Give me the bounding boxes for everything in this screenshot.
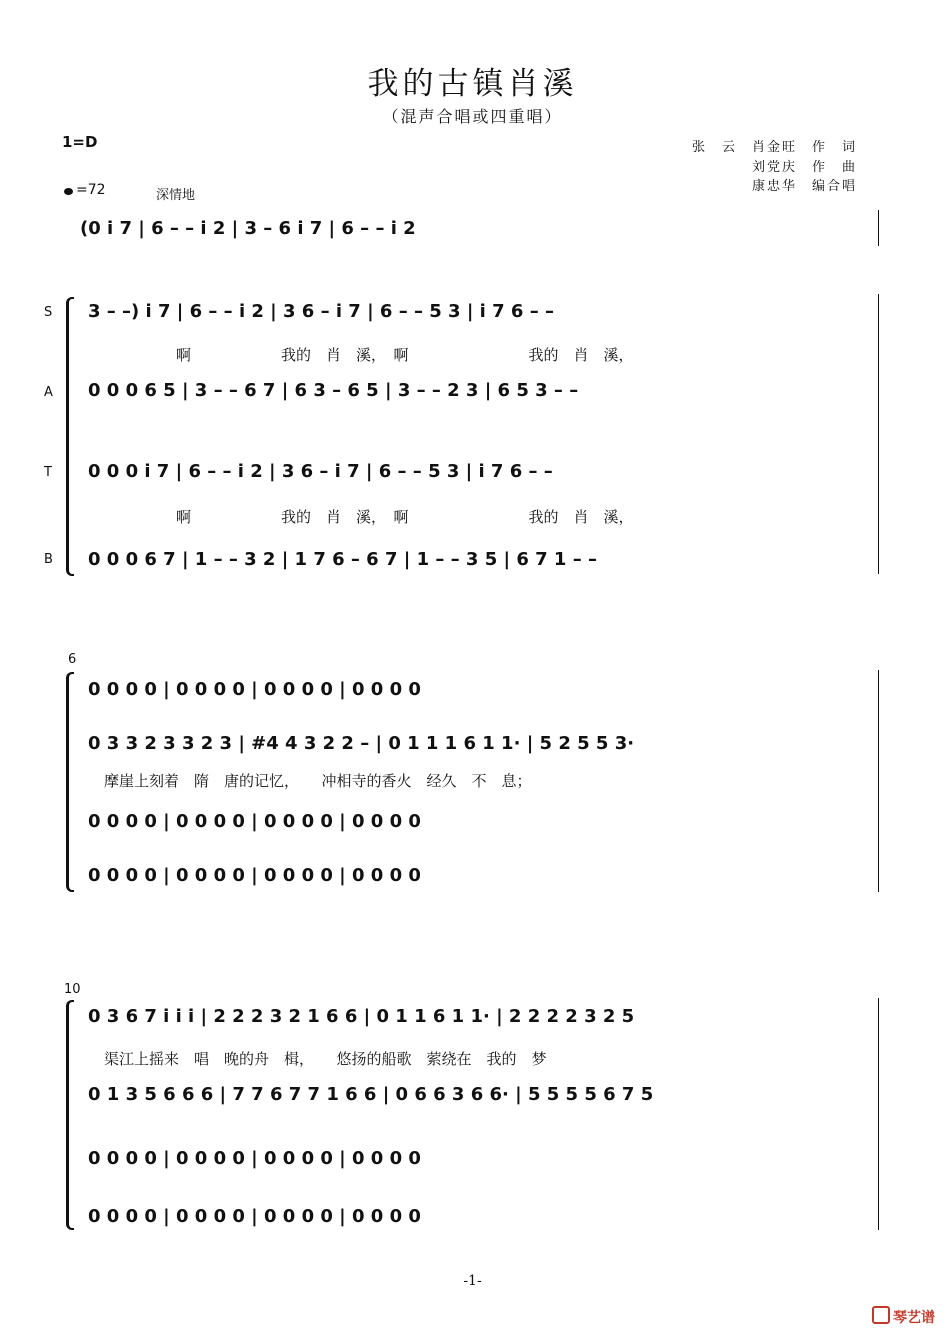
soprano-lyric-3: 渠江上摇来 唱 晚的舟 楫， 悠扬的船歌 萦绕在 我的 梦 bbox=[104, 1050, 547, 1068]
tempo-marking: =72 bbox=[64, 182, 106, 198]
alto-line-2: 0 3 3 2 3 3 2 3 | #4 4 3 2 2 – | 0 1 1 1 6 1 1· | 5 2 5 5 3· bbox=[88, 733, 635, 754]
bass-line-3: 0 0 0 0 | 0 0 0 0 | 0 0 0 0 | 0 0 0 0 bbox=[88, 1206, 421, 1227]
expression-marking: 深情地 bbox=[156, 188, 196, 203]
system-brace bbox=[66, 1000, 74, 1230]
tenor-line-1: 0 0 0 i 7 | 6 – – i 2 | 3 6 – i 7 | 6 – – 5 3 | i 7 6 – – bbox=[88, 461, 553, 482]
soprano-line-1: 3 – –) i 7 | 6 – – i 2 | 3 6 – i 7 | 6 – – 5 3 | i 7 6 – – bbox=[88, 301, 554, 322]
barline bbox=[878, 294, 879, 574]
part-label-s: S bbox=[44, 305, 53, 320]
alto-lyric-2: 摩崖上刻着 隋 唐的记忆， 冲相寺的香火 经久 不 息； bbox=[104, 772, 532, 790]
alto-line-1: 0 0 0 6 5 | 3 – – 6 7 | 6 3 – 6 5 | 3 – – 2 3 | 6 5 3 – – bbox=[88, 380, 579, 401]
part-label-t: T bbox=[44, 465, 52, 480]
credit-music: 刘党庆 作 曲 bbox=[751, 159, 857, 175]
logo-icon bbox=[872, 1306, 890, 1324]
measure-number: 6 bbox=[68, 652, 77, 667]
measure-number: 10 bbox=[64, 982, 81, 997]
system-brace bbox=[66, 672, 74, 892]
page-subtitle: （混声合唱或四重唱） bbox=[382, 107, 563, 126]
credits bbox=[692, 138, 857, 197]
tenor-lyric-1: 啊 我的 肖 溪， 啊 我的 肖 溪， bbox=[176, 508, 634, 526]
part-label-a: A bbox=[44, 385, 53, 400]
barline bbox=[878, 998, 879, 1230]
page-number: -1- bbox=[463, 1273, 482, 1289]
intro-line: (0 i 7 | 6 – – i 2 | 3 – 6 i 7 | 6 – – i 2 bbox=[80, 218, 416, 239]
page-title: 我的古镇肖溪 bbox=[367, 66, 578, 102]
key-signature: 1=D bbox=[62, 133, 98, 151]
bass-line-2: 0 0 0 0 | 0 0 0 0 | 0 0 0 0 | 0 0 0 0 bbox=[88, 865, 421, 886]
alto-line-3: 0 1 3 5 6 6 6 | 7 7 6 7 7 1 6 6 | 0 6 6 3 6 6· | 5 5 5 5 6 7 5 bbox=[88, 1084, 654, 1105]
soprano-line-3: 0 3 6 7 i i i | 2 2 2 3 2 1 6 6 | 0 1 1 6 1 1· | 2 2 2 2 3 2 5 bbox=[88, 1006, 635, 1027]
credit-lyrics: 张 云 肖金旺 作 词 bbox=[691, 140, 857, 155]
barline bbox=[878, 670, 879, 892]
quarter-note-icon bbox=[64, 188, 73, 195]
barline bbox=[878, 210, 879, 246]
soprano-lyric-1: 啊 我的 肖 溪， 啊 我的 肖 溪， bbox=[176, 346, 634, 364]
credit-arrangement: 康忠华 编合唱 bbox=[751, 179, 857, 194]
tenor-line-3: 0 0 0 0 | 0 0 0 0 | 0 0 0 0 | 0 0 0 0 bbox=[88, 1148, 421, 1169]
bass-line-1: 0 0 0 6 7 | 1 – – 3 2 | 1 7 6 – 6 7 | 1 – – 3 5 | 6 7 1 – – bbox=[88, 549, 597, 570]
watermark: 琴艺谱 bbox=[872, 1306, 935, 1327]
part-label-b: B bbox=[44, 552, 53, 567]
tenor-line-2: 0 0 0 0 | 0 0 0 0 | 0 0 0 0 | 0 0 0 0 bbox=[88, 811, 421, 832]
system-brace bbox=[66, 297, 74, 576]
soprano-line-2: 0 0 0 0 | 0 0 0 0 | 0 0 0 0 | 0 0 0 0 bbox=[88, 679, 421, 700]
